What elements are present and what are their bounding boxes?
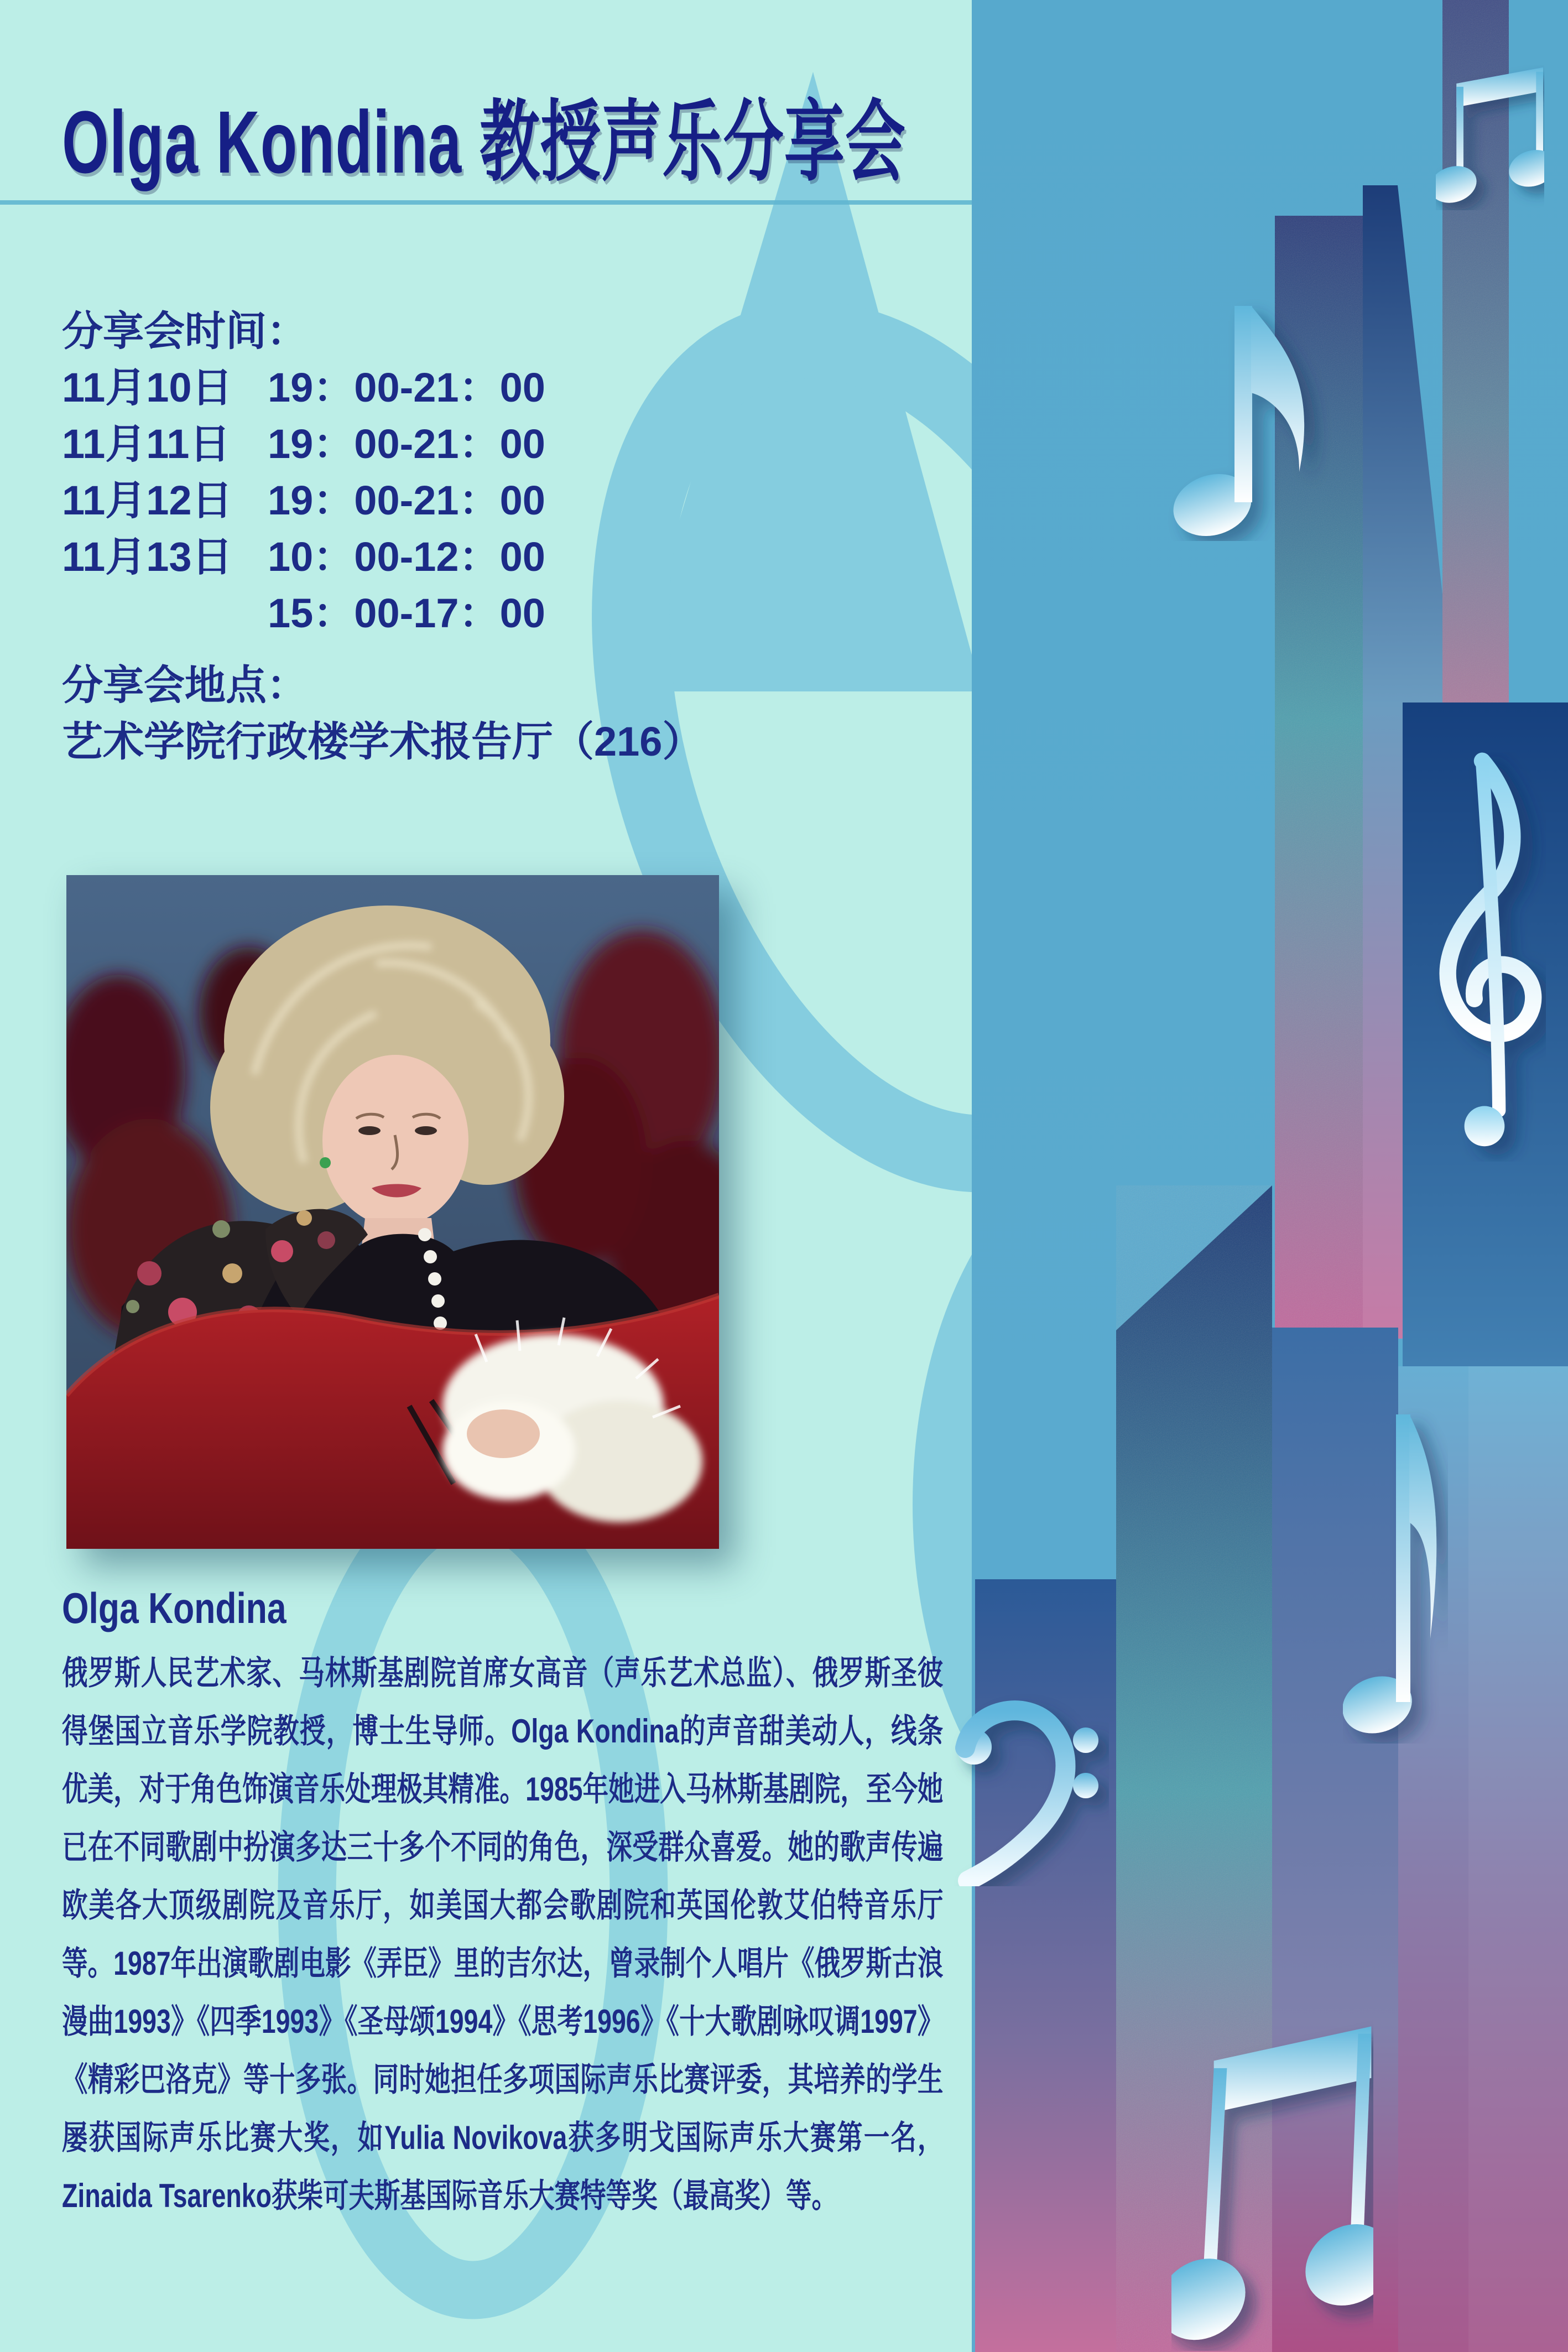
portrait-photo [66,875,719,1549]
schedule-date: 11月13日 [62,534,233,580]
schedule-row [62,360,545,416]
location-venue: 艺术学院行政楼学术报告厅（216） [62,719,704,764]
beamed-notes-icon [1436,65,1544,210]
schedule-date: 11月11日 [62,421,231,467]
eighth-note-icon [1343,1406,1448,1744]
schedule-row [62,529,545,585]
schedule-time: 10：00-12：00 [268,534,545,580]
schedule-date [62,585,268,642]
bio-name: Olga Kondina [62,1584,286,1632]
schedule-time: 19：00-21：00 [268,477,545,523]
schedule-date: 11月10日 [62,365,233,410]
bass-clef-icon [943,1687,1109,1886]
schedule-row [62,472,545,529]
schedule-heading: 分享会时间： [62,308,308,354]
schedule-time: 15：00-17：00 [268,590,545,636]
location-block [62,657,703,770]
schedule-row [62,585,545,642]
schedule-block [62,303,545,642]
title-divider-line [0,200,972,205]
schedule-time: 19：00-21：00 [268,421,545,467]
poster-title: Olga Kondina 教授声乐分享会 [62,92,907,191]
beamed-notes-icon [1171,2019,1373,2351]
schedule-date: 11月12日 [62,477,233,523]
eighth-note-icon [1166,292,1338,541]
schedule-time: 19：00-21：00 [268,365,545,410]
location-heading: 分享会地点： [62,662,308,708]
schedule-row [62,416,545,472]
treble-clef-icon [1429,752,1546,1162]
bio-paragraph: 俄罗斯人民艺术家、马林斯基剧院首席女高音（声乐艺术总监）、俄罗斯圣彼得堡国立音乐学院教授，博士生导师。Olga Kondina的声音甜美动人，线条优美，对于角色饰演音乐处理极其精准。1985年她进入马林斯基剧院，至今她已在不同歌剧中扮演多达三十多个不同的角色，深受群众喜爱。她的歌声传遍欧美各大顶级剧院及音乐厅，如美国大都会歌剧院和英国伦敦艾伯特音乐厅等。1987年出演歌剧电影《弄臣》里的吉尔达，曾录制个人唱片《俄罗斯古浪漫曲1993》《四季1993》《圣母颂1994》《思考1996》《十大歌剧咏叹调1997》《精彩巴洛克》等十多张。同时她担任多项国际声乐比赛评委，其培养的学生屡获国际声乐比赛大奖，如Yulia Novikova获多明戈国际声乐大赛第一名，Zinaida Tsarenko获柴可夫斯基国际音乐大赛特等奖（最高奖）等。 [62,1654,944,2214]
